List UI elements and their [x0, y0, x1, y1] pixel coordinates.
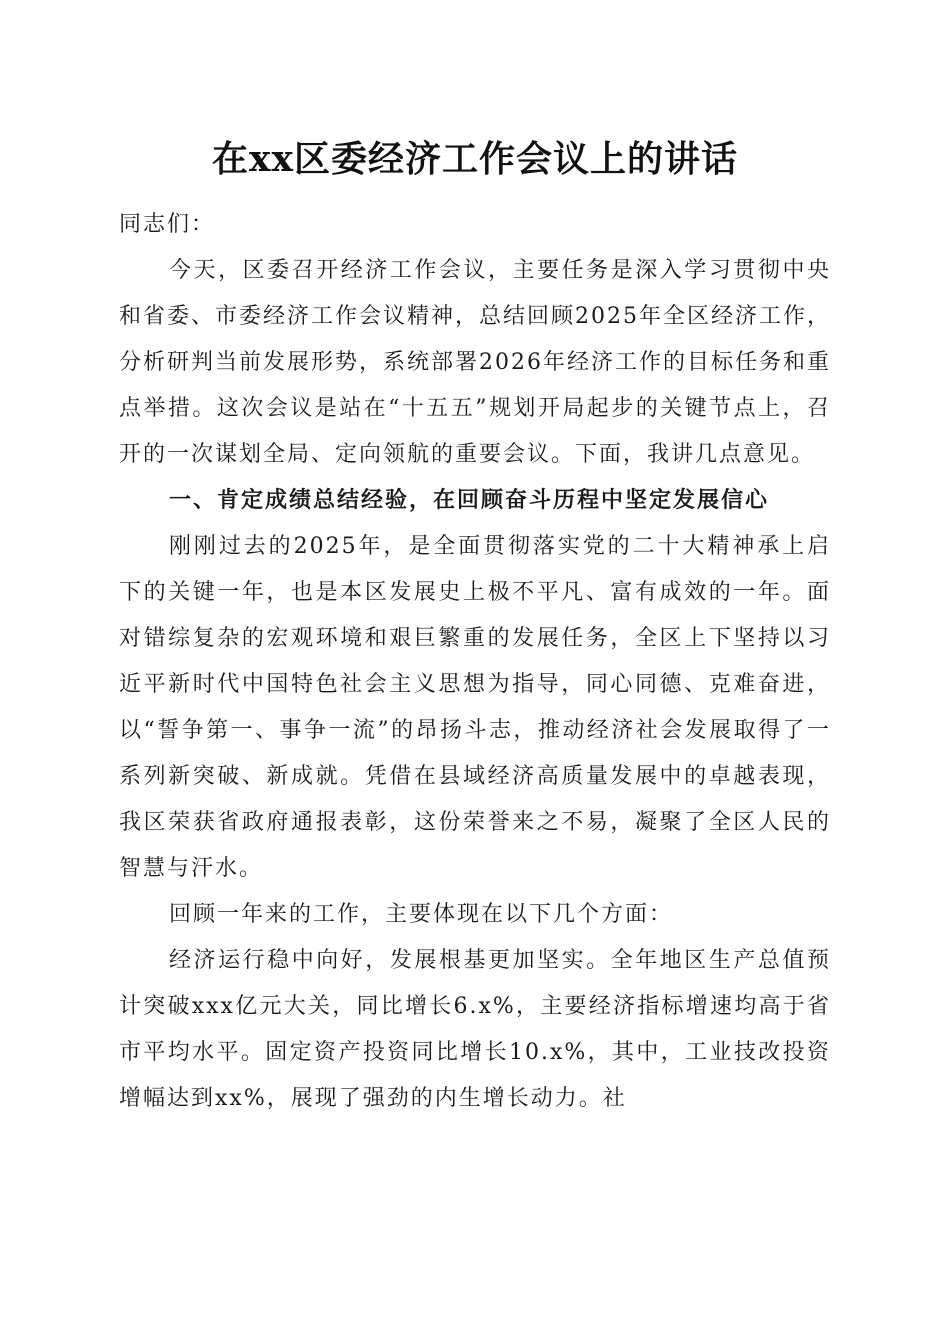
paragraph-economy: 经济运行稳中向好，发展根基更加坚实。全年地区生产总值预计突破xxx亿元大关，同比增长6.x%，主要经济指标增速均高于省市平均水平。固定资产投资同比增长10.x%，其中，工业技改投资增幅达到xx%，展现了强劲的内生增长动力。社 [119, 948, 831, 1111]
section-heading-1: 一、肯定成绩总结经验，在回顾奋斗历程中坚定发展信心 [169, 488, 770, 513]
salutation: 同志们： [119, 212, 216, 237]
paragraph-intro: 今天，区委召开经济工作会议，主要任务是深入学习贯彻中央和省委、市委经济工作会议精神，总结回顾2025年全区经济工作，分析研判当前发展形势，系统部署2026年经济工作的目标任务和重点举措。这次会议是站在“十五五”规划开局起步的关键节点上，召开的一次谋划全局、定向领航的重要会议。下面，我讲几点意见。 [119, 258, 831, 467]
paragraph-review-2025: 刚刚过去的2025年，是全面贯彻落实党的二十大精神承上启下的关键一年，也是本区发展史上极不平凡、富有成效的一年。面对错综复杂的宏观环境和艰巨繁重的发展任务，全区上下坚持以习近平新时代中国特色社会主义思想为指导，同心同德、克难奋进，以“誓争第一、事争一流”的昂扬斗志，推动经济社会发展取得了一系列新突破、新成就。凭借在县域经济高质量发展中的卓越表现，我区荣获省政府通报表彰，这份荣誉来之不易，凝聚了全区人民的智慧与汗水。 [119, 534, 831, 881]
paragraph-review-aspects: 回顾一年来的工作，主要体现在以下几个方面： [169, 902, 674, 927]
document-body [119, 202, 831, 1122]
document-title: 在xx区委经济工作会议上的讲话 [212, 138, 738, 180]
